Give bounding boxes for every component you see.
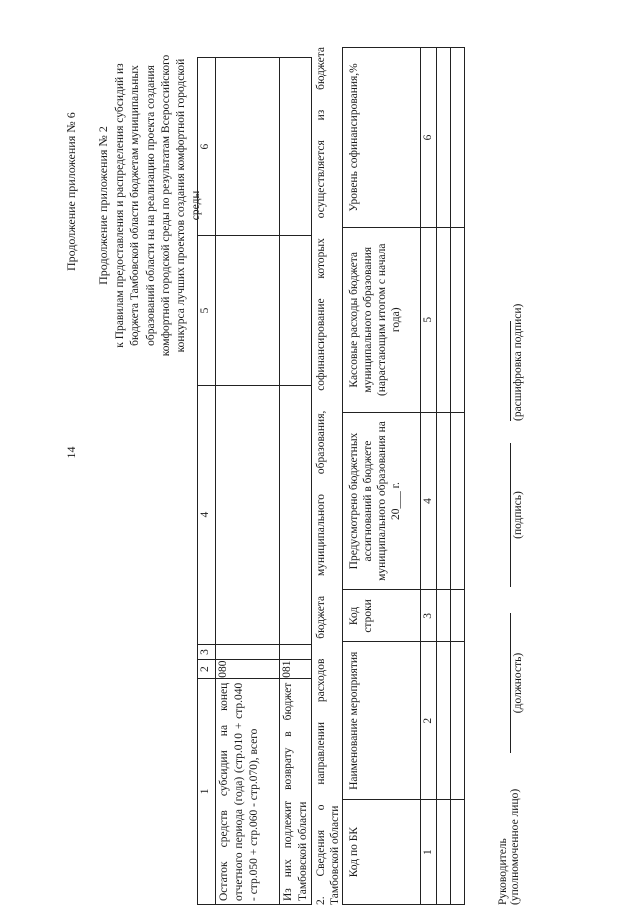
table-cell (216, 236, 280, 385)
column-number: 3 (421, 590, 437, 642)
table-cell (437, 412, 451, 590)
column-number-row (421, 48, 437, 905)
table-cell (451, 590, 465, 642)
table-header-row (198, 58, 216, 905)
header-bk-code: Код по БК (343, 800, 421, 905)
table-cell (437, 590, 451, 642)
column-number: 5 (421, 227, 437, 412)
table-cell (280, 644, 312, 660)
signatory-role (497, 789, 521, 905)
column-number: 6 (198, 58, 216, 236)
table-cell (451, 227, 465, 412)
header-planned-allocations: Предусмотрено бюджетных ассигнований в бюджете муниципального образования на 20___ г. (343, 412, 421, 590)
table-row (280, 58, 312, 905)
column-number: 5 (198, 236, 216, 385)
section-2-heading (314, 47, 342, 905)
position-signature-line (510, 613, 511, 753)
column-number: 2 (421, 642, 437, 800)
row-code: 081 (280, 660, 312, 678)
appendix-line: среды (190, 190, 203, 221)
section-heading-line: 2. Сведения о направлении расходов бюджета муниципального образования, софинансирование которых осуществляется из бюджета (315, 47, 327, 905)
signatory-role-subtitle: (уполномоченное лицо) (509, 788, 521, 905)
row-code: 080 (216, 660, 280, 678)
column-number: 1 (421, 800, 437, 905)
table-cell (437, 227, 451, 412)
page-number: 14 (64, 446, 78, 459)
header-cofinancing-level: Уровень софинансирования,% (343, 48, 421, 228)
appendix-title: Продолжение приложения № 2 (96, 126, 110, 285)
subsidy-balance-table (197, 57, 312, 905)
appendix-line: образований области на на реализацию проекта создания (144, 65, 157, 346)
section-heading-line: Тамбовской области (329, 805, 341, 905)
continuation-title: Продолжение приложения № 6 (64, 112, 78, 271)
row-name: Из них подлежит возврату в бюджет Тамбовской области (280, 678, 312, 904)
appendix-header (96, 4, 204, 407)
signature-line (510, 443, 511, 587)
header-row-code: Код строки (343, 590, 421, 642)
decoding-signature-line (510, 321, 511, 421)
table-header-row (343, 48, 421, 905)
row-name: Остаток средств субсидии на конец отчетного периода (года) (стр.010 + стр.040 - стр.050 + стр.060 - стр.070), всего (216, 678, 280, 904)
column-number: 1 (198, 678, 216, 904)
table-cell (451, 642, 465, 800)
column-number: 6 (421, 48, 437, 228)
signature-label: (подпись) (512, 491, 524, 539)
table-cell (451, 800, 465, 905)
table-cell (280, 385, 312, 644)
appendix-line: комфортной городской среды по результатам Всероссийского (159, 54, 172, 357)
table-cell (280, 58, 312, 236)
table-cell (216, 385, 280, 644)
column-number: 4 (421, 412, 437, 590)
appendix-line: к Правилам предоставления и распределения субсидий из (114, 63, 127, 348)
position-label: (должность) (512, 652, 524, 714)
expenditure-table (342, 47, 465, 905)
table-cell (437, 642, 451, 800)
table-cell (216, 58, 280, 236)
table-cell (280, 236, 312, 385)
table-row (437, 48, 451, 905)
table-row (216, 58, 280, 905)
signatory-role-title: Руководитель (497, 838, 509, 905)
header-event-name: Наименование мероприятия (343, 642, 421, 800)
table-cell (437, 48, 451, 228)
header-cash-expenses: Кассовые расходы бюджета муниципального образования (нарастающим итогом с начала года) (343, 227, 421, 412)
decoding-label: (расшифровка подписи) (512, 303, 524, 421)
table-cell (451, 412, 465, 590)
table-cell (451, 48, 465, 228)
appendix-line: бюджета Тамбовской области бюджетам муниципальных (129, 65, 142, 346)
column-number: 3 (198, 644, 216, 660)
column-number: 2 (198, 660, 216, 678)
table-row (451, 48, 465, 905)
table-cell (437, 800, 451, 905)
appendix-line: конкурса лучших проектов создания комфортной городской (175, 58, 188, 353)
column-number: 4 (198, 385, 216, 644)
table-cell (216, 644, 280, 660)
